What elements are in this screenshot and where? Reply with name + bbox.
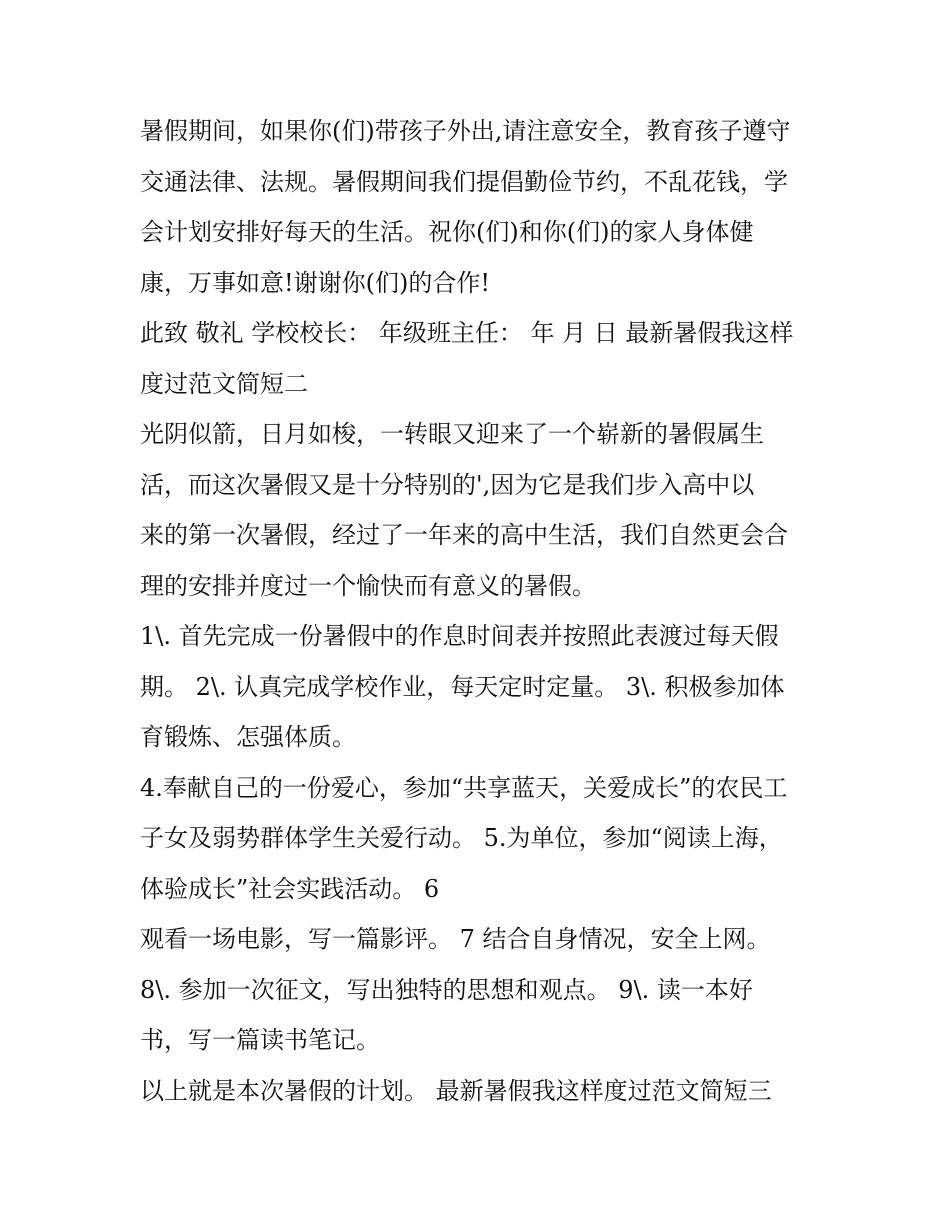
- text-line: 子女及弱势群体学生关爱行动。 5.为单位，参加“阅读上海，: [140, 824, 783, 852]
- text-line: 来的第一次暑假，经过了一年来的高中生活，我们自然更会合: [140, 521, 788, 549]
- text-line: 光阴似箭，日月如梭，一转眼又迎来了一个崭新的暑假属生: [140, 420, 764, 448]
- text-line: 期。 2\. 认真完成学校作业，每天定时定量。 3\. 积极参加体: [140, 672, 785, 701]
- text-line: 育锻炼、怎强体质。: [140, 723, 356, 751]
- paragraph-intro: [140, 409, 830, 611]
- paragraph-conclusion: [140, 1066, 830, 1117]
- paragraph-plan-items-8-9: [140, 965, 830, 1066]
- text-line: 体验成长”社会实践活动。 6: [140, 874, 440, 903]
- paragraph-signature: [140, 308, 830, 409]
- text-line: 度过范文简短二: [140, 369, 308, 398]
- text-line: 1\. 首先完成一份暑假中的作息时间表并按照此表渡过每天假: [140, 622, 779, 650]
- paragraph-plan-items-1-3: [140, 611, 830, 763]
- text-line: 交通法律、法规。暑假期间我们提倡勤俭节约，不乱花钱，学: [140, 167, 788, 196]
- paragraph-plan-items-4-6: [140, 763, 830, 915]
- text-line: 会计划安排好每天的生活。祝你(们)和你(们)的家人身体健: [140, 218, 754, 246]
- paragraph-safety-notice: [140, 106, 830, 308]
- text-line: 书，写一篇读书笔记。: [140, 1026, 380, 1054]
- text-line: 理的安排并度过一个愉快而有意义的暑假。: [140, 571, 596, 600]
- text-line: 此致 敬礼 学校校长： 年级班主任： 年 月 日 最新暑假我这样: [140, 319, 794, 347]
- paragraph-plan-items-6-7: [140, 914, 830, 965]
- text-line: 康，万事如意!谢谢你(们)的合作!: [140, 268, 491, 297]
- text-line: 8\. 参加一次征文，写出独特的思想和观点。 9\. 读一本好: [140, 975, 753, 1004]
- document-body: [140, 106, 830, 1116]
- text-line: 活，而这次暑假又是十分特别的',因为它是我们步入高中以: [140, 470, 755, 499]
- text-line: 以上就是本次暑假的计划。 最新暑假我这样度过范文简短三: [140, 1076, 772, 1105]
- text-line: 暑假期间，如果你(们)带孩子外出,请注意安全，教育孩子遵守: [140, 117, 791, 145]
- text-line: 观看一场电影，写一篇影评。 7 结合自身情况，安全上网。: [140, 925, 771, 953]
- text-line: 4.奉献自己的一份爱心，参加“共享蓝天，关爱成长”的农民工: [140, 773, 788, 802]
